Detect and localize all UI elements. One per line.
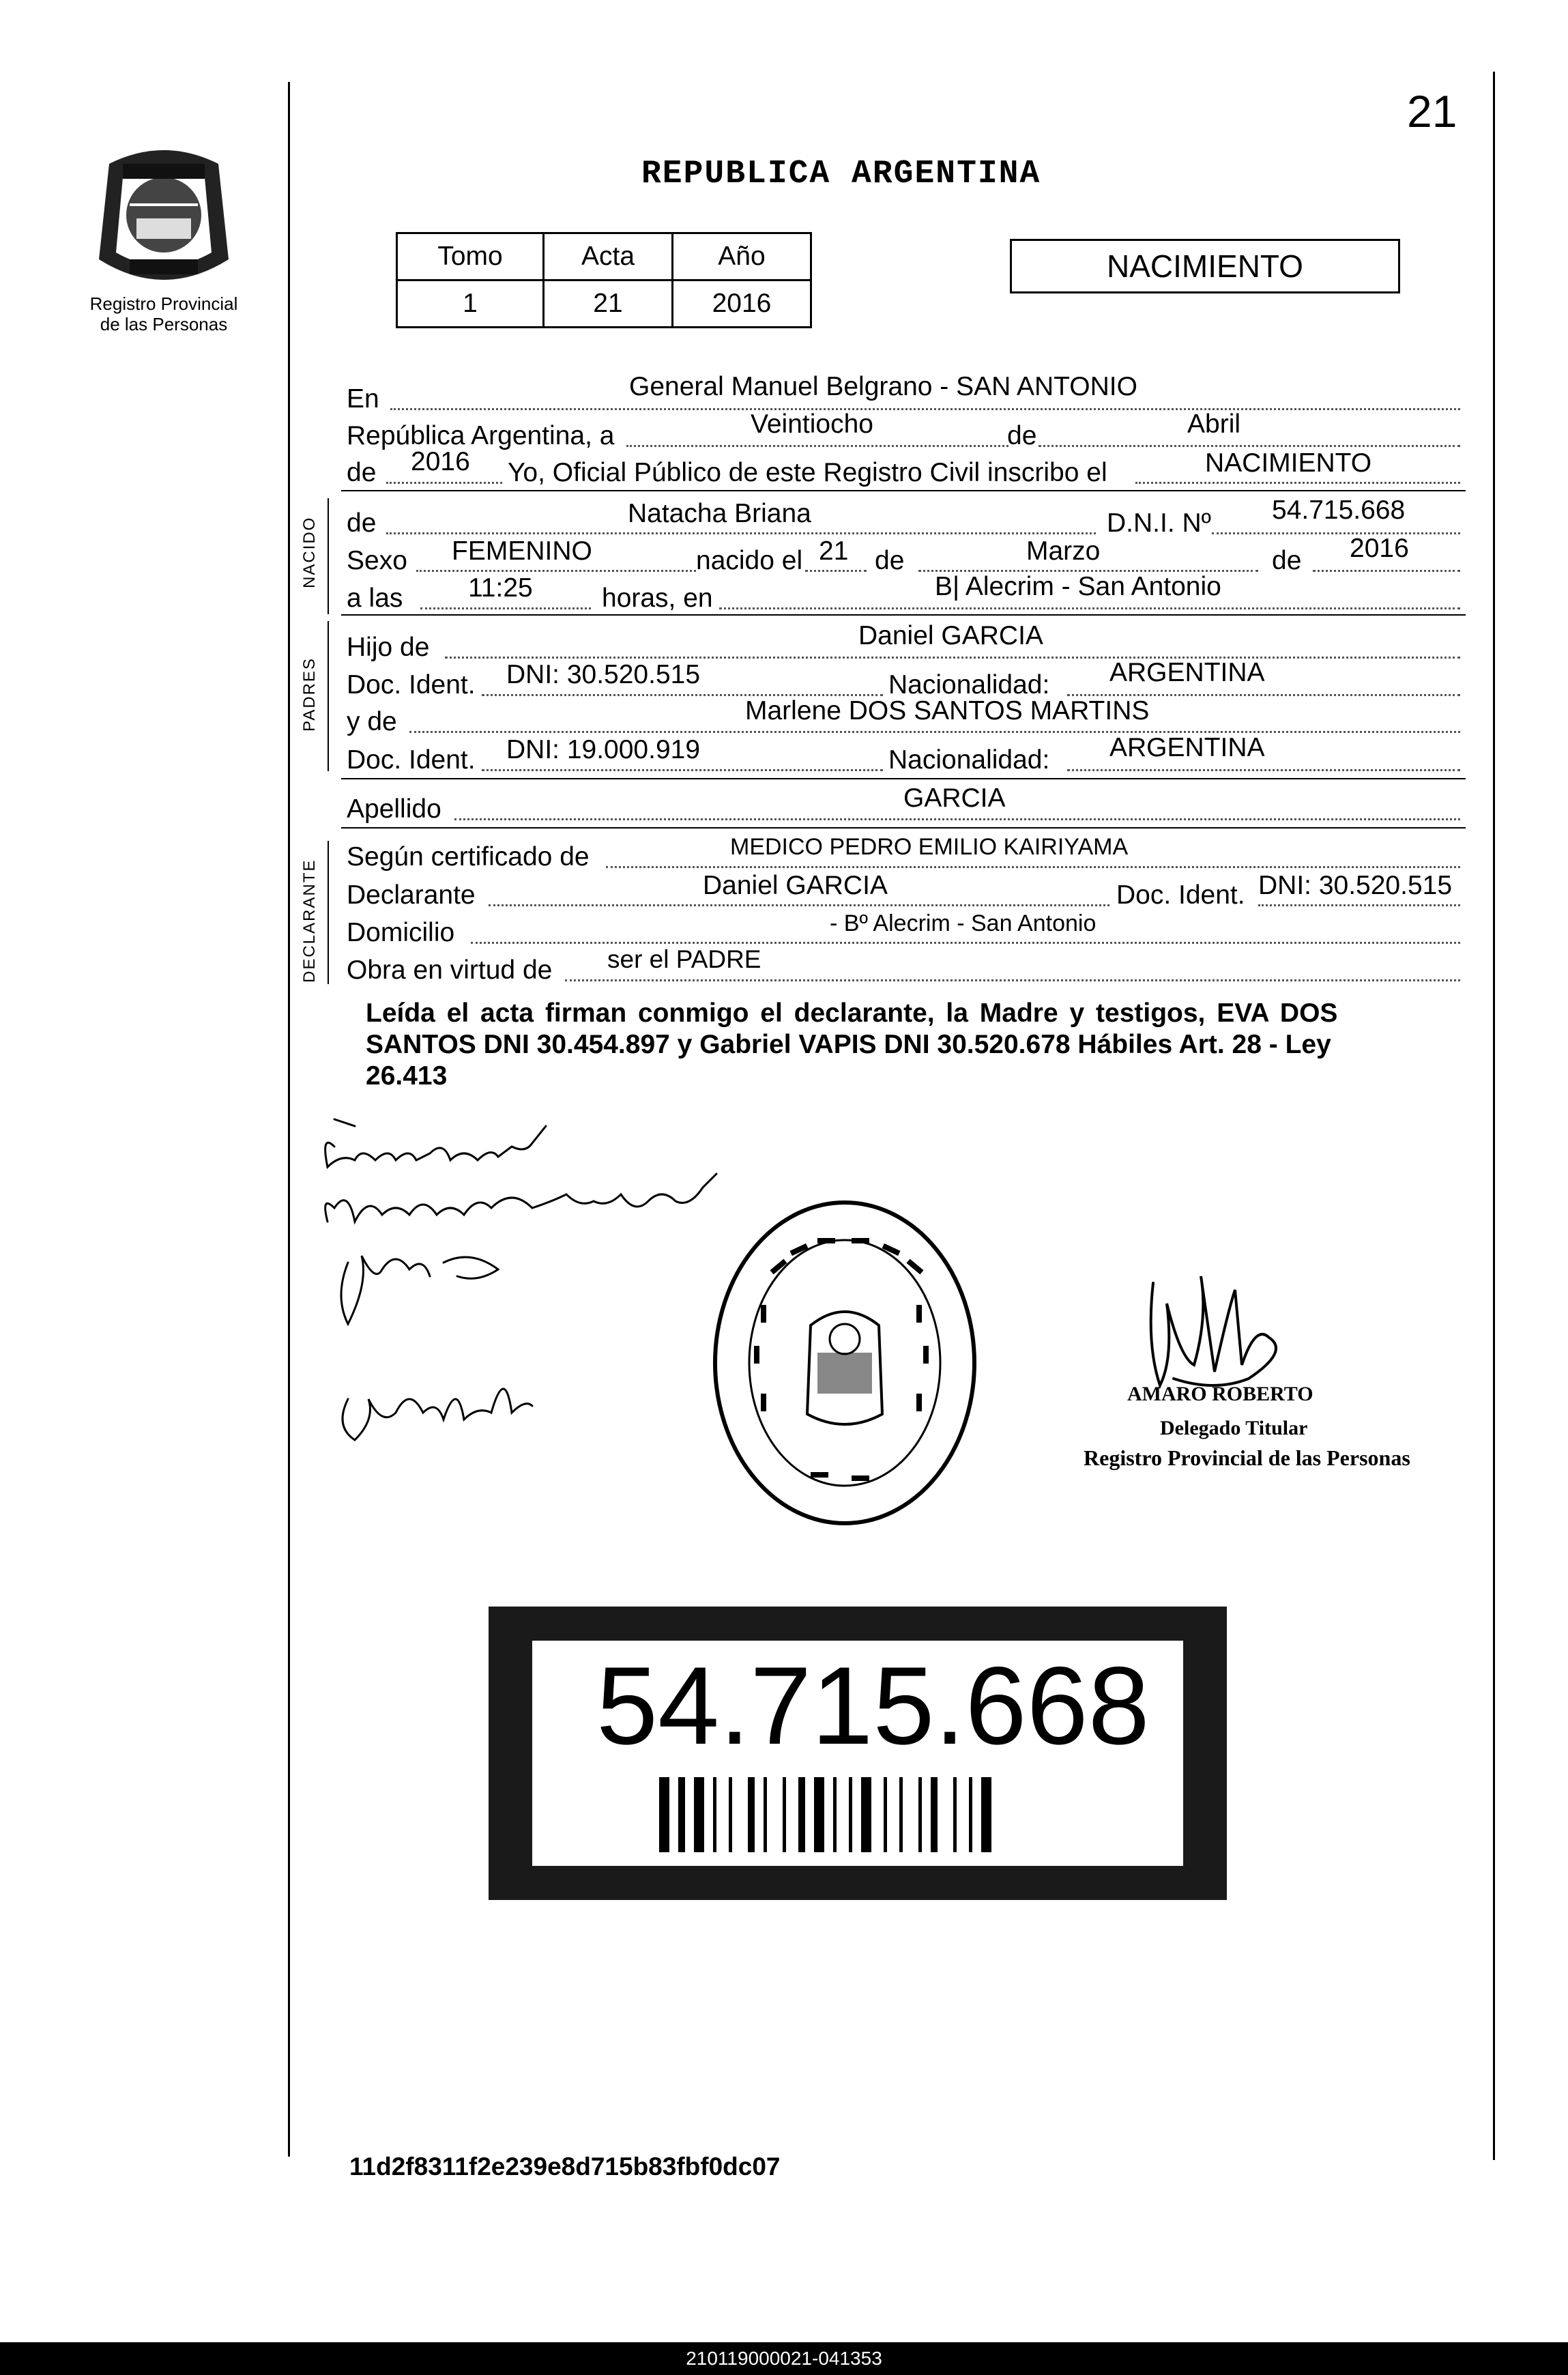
- table-header-tomo: Tomo: [397, 233, 544, 280]
- dotted-line: [1258, 904, 1460, 906]
- field-declarante-doc: DNI: 30.520.515: [1258, 871, 1453, 900]
- barcode-bar: [969, 1777, 972, 1852]
- barcode-bar: [764, 1777, 767, 1852]
- label-obra: Obra en virtud de: [347, 955, 553, 985]
- field-dni: 54.715.668: [1272, 495, 1406, 525]
- field-madre: Marlene DOS SANTOS MARTINS: [745, 696, 1150, 725]
- field-mes-inscripcion: Abril: [1187, 409, 1241, 439]
- label-domicilio: Domicilio: [347, 918, 455, 947]
- label-nacionalidad: Nacionalidad:: [888, 745, 1050, 775]
- table-cell-anio: 2016: [673, 280, 811, 328]
- table-cell-tomo: 1: [397, 280, 544, 328]
- dotted-line: [1135, 482, 1460, 484]
- field-padre: Daniel GARCIA: [858, 621, 1043, 650]
- dotted-line: [565, 979, 1460, 981]
- dotted-line: [1313, 570, 1460, 572]
- dni-label: [489, 1607, 1227, 1900]
- barcode-bar: [884, 1777, 887, 1852]
- table-header-acta: Acta: [544, 233, 673, 280]
- label-a-las: a las: [347, 584, 403, 613]
- dotted-line: [454, 818, 1460, 820]
- handwritten-signatures: [307, 1106, 771, 1474]
- barcode-bar: [918, 1777, 922, 1852]
- logo-caption: [61, 293, 266, 334]
- dotted-line: [626, 445, 1008, 447]
- official-stamp: [708, 1196, 981, 1530]
- label-apellido: Apellido: [347, 794, 441, 824]
- barcode-bar: [713, 1777, 716, 1852]
- footer-bar: [0, 2342, 1568, 2375]
- barcode-bar: [849, 1777, 852, 1852]
- barcode-bar: [659, 1777, 669, 1852]
- field-padre-nac: ARGENTINA: [1109, 658, 1265, 687]
- label-de: de: [1007, 421, 1037, 450]
- barcode-bar: [899, 1777, 903, 1852]
- section-bracket: [328, 498, 329, 614]
- dotted-line: [1039, 445, 1460, 447]
- reading-note-line: Leída el acta firman conmigo el declarante, la Madre y testigos, EVA DOS: [366, 998, 1338, 1028]
- field-apellido: GARCIA: [903, 783, 1006, 813]
- barcode-bar: [833, 1777, 837, 1852]
- table-header-anio: Año: [673, 233, 811, 280]
- official-name: AMARO ROBERTO: [1127, 1383, 1313, 1405]
- barcode-bar: [798, 1777, 805, 1852]
- label-horas-en: horas, en: [602, 584, 713, 613]
- side-label-nacido: NACIDO: [300, 516, 319, 588]
- dni-label-inner: [532, 1641, 1183, 1866]
- document-type: NACIMIENTO: [1107, 248, 1303, 284]
- section-bracket: [328, 621, 329, 771]
- label-segun: Según certificado de: [347, 842, 590, 872]
- barcode-bar: [783, 1777, 786, 1852]
- field-hora: 11:25: [468, 573, 533, 603]
- dotted-line: [805, 570, 867, 572]
- dotted-line: [482, 769, 883, 771]
- section-divider: [341, 827, 1466, 829]
- label-nacionalidad: Nacionalidad:: [888, 670, 1050, 700]
- official-role: Delegado Titular: [1160, 1417, 1308, 1439]
- field-padre-doc: DNI: 30.520.515: [506, 660, 701, 689]
- field-sexo: FEMENINO: [452, 536, 592, 566]
- dotted-line: [471, 942, 1460, 944]
- label-doc-ident: Doc. Ident.: [347, 745, 476, 775]
- dotted-line: [409, 731, 1460, 733]
- page-title: REPUBLICA ARGENTINA: [641, 156, 1041, 192]
- reading-note-line: SANTOS DNI 30.454.897 y Gabriel VAPIS DNI 30.520.678 Hábiles Art. 28 - Ley: [366, 1030, 1331, 1059]
- barcode-bar: [729, 1777, 732, 1852]
- reading-note: [366, 998, 1457, 1092]
- label-sexo: Sexo: [347, 546, 407, 575]
- record-table: [396, 232, 812, 328]
- field-dia-nacimiento: 21: [819, 536, 849, 566]
- label-en: En: [347, 384, 379, 414]
- dotted-line: [606, 866, 1460, 868]
- dni-number: 54.715.668: [596, 1644, 1150, 1768]
- barcode-bar: [861, 1777, 871, 1852]
- barcode-bar: [694, 1777, 704, 1852]
- field-madre-doc: DNI: 19.000.919: [506, 735, 701, 764]
- dotted-line: [386, 482, 502, 484]
- field-madre-nac: ARGENTINA: [1109, 733, 1265, 762]
- label-hijo-de: Hijo de: [347, 633, 430, 662]
- dotted-line: [390, 408, 1460, 410]
- document-type-box: [1010, 239, 1400, 293]
- field-tipo: NACIMIENTO: [1205, 448, 1372, 478]
- page-number: 21: [1407, 86, 1457, 136]
- section-divider: [341, 778, 1466, 779]
- dotted-line: [719, 607, 1460, 609]
- field-lugar: General Manuel Belgrano - SAN ANTONIO: [629, 372, 1137, 401]
- side-label-declarante: DECLARANTE: [300, 859, 319, 983]
- barcode-bar: [981, 1777, 991, 1852]
- field-obra: ser el PADRE: [607, 945, 761, 973]
- label-de: de: [1272, 546, 1302, 575]
- label-de: de: [347, 458, 377, 487]
- field-nombre: Natacha Briana: [628, 499, 811, 528]
- dotted-line: [445, 657, 1460, 659]
- document-hash: 11d2f8311f2e239e8d715b83fbf0dc07: [349, 2153, 781, 2180]
- label-de: de: [875, 546, 905, 575]
- province-seal-icon: [82, 136, 246, 293]
- side-label-padres: PADRES: [300, 657, 319, 732]
- label-republica: República Argentina, a: [347, 421, 615, 450]
- dotted-line: [489, 904, 1109, 906]
- field-anio-inscripcion: 2016: [411, 447, 470, 476]
- field-declarante: Daniel GARCIA: [703, 871, 888, 900]
- official-signature: [1133, 1263, 1324, 1399]
- label-dni: D.N.I. Nº: [1107, 508, 1211, 538]
- dotted-line: [1067, 769, 1460, 771]
- dotted-line: [420, 607, 591, 609]
- right-margin-line: [1493, 72, 1495, 2160]
- label-y-de: y de: [347, 707, 397, 736]
- field-mes-nacimiento: Marzo: [1026, 536, 1101, 566]
- province-logo: [82, 136, 246, 293]
- footer-code: 210119000021-041353: [686, 2348, 882, 2369]
- official-office: Registro Provincial de las Personas: [1084, 1445, 1410, 1470]
- label-doc-ident: Doc. Ident.: [1116, 880, 1245, 910]
- dotted-line: [1212, 532, 1460, 534]
- field-domicilio: - Bº Alecrim - San Antonio: [830, 910, 1097, 936]
- field-anio-nacimiento: 2016: [1350, 534, 1409, 563]
- dotted-line: [416, 570, 696, 572]
- barcode-bar: [931, 1777, 938, 1852]
- field-certificado: MEDICO PEDRO EMILIO KAIRIYAMA: [730, 834, 1129, 860]
- table-cell-acta: 21: [544, 280, 673, 328]
- section-divider: [341, 490, 1466, 491]
- barcode-bar: [748, 1777, 755, 1852]
- label-doc-ident: Doc. Ident.: [347, 670, 476, 700]
- section-divider: [341, 614, 1466, 616]
- barcode-bar: [953, 1777, 957, 1852]
- left-margin-line: [288, 82, 290, 2157]
- logo-caption-line1: Registro Provincial: [89, 293, 238, 314]
- field-lugar-nacimiento: B| Alecrim - San Antonio: [935, 572, 1221, 601]
- section-bracket: [328, 841, 329, 984]
- barcode-bar: [814, 1777, 824, 1852]
- label-de: de: [347, 508, 377, 538]
- label-declarante: Declarante: [347, 880, 476, 910]
- barcode-bar: [678, 1777, 685, 1852]
- label-nacido-el: nacido el: [696, 546, 803, 575]
- field-dia-inscripcion: Veintiocho: [751, 409, 873, 439]
- barcode: [659, 1777, 1096, 1852]
- reading-note-line: 26.413: [366, 1061, 448, 1091]
- label-yo: Yo, Oficial Público de este Registro Civil inscribo el: [508, 458, 1107, 487]
- logo-caption-line2: de las Personas: [100, 314, 228, 334]
- dotted-line: [386, 532, 1096, 534]
